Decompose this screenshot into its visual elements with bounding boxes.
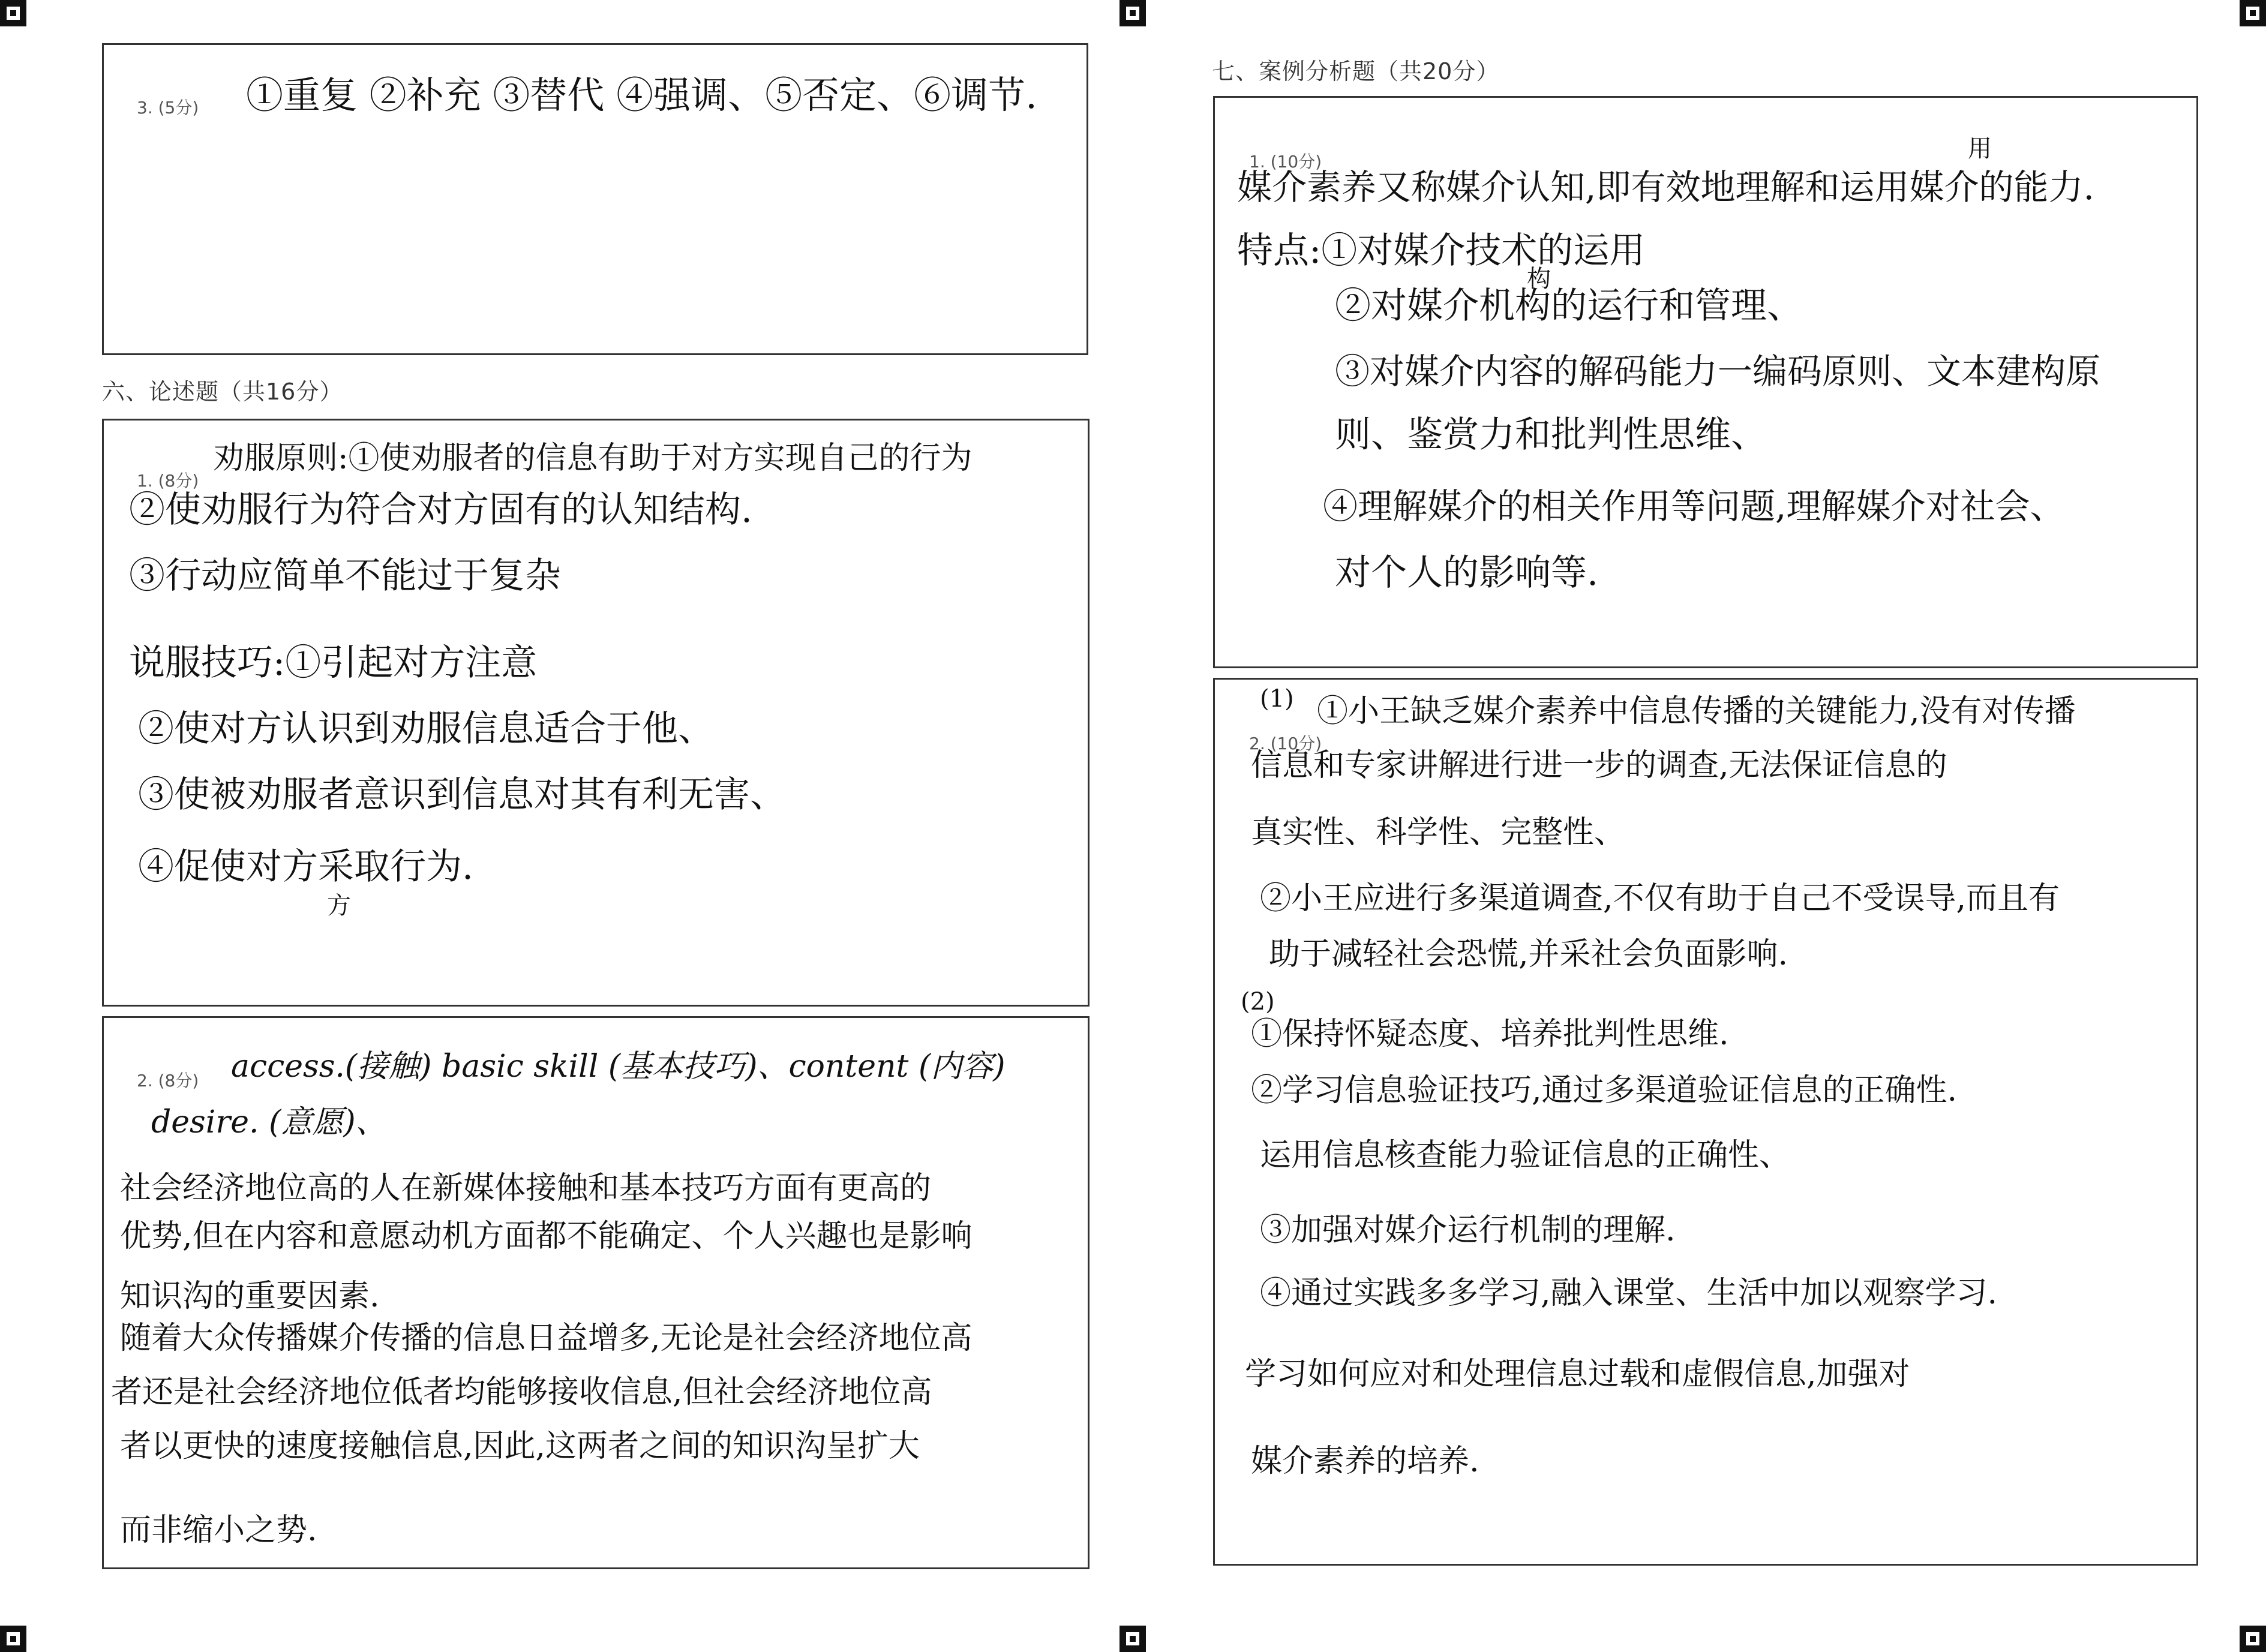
handwritten-insert-fang: 方: [327, 892, 351, 920]
handwritten-line-q7-1-7: 对个人的影响等.: [1335, 552, 1599, 594]
question-label-q6-1: 1. (8分): [137, 471, 199, 491]
handwritten-line-q7-1-1: 媒介素养又称媒介认知,即有效地理解和运用媒介的能力.: [1237, 167, 2094, 208]
handwritten-line-q6-1-7: ④促使对方采取行为.: [138, 846, 474, 888]
handwritten-line-q6-2-7: 而非缩小之势.: [120, 1512, 317, 1548]
question-label-q3: 3. (5分): [137, 98, 199, 118]
handwritten-line-q6-1-1: 劝服原则:①使劝服者的信息有助于对方实现自己的行为: [213, 440, 973, 476]
handwritten-line-q6-2-3: 知识沟的重要因素.: [120, 1278, 380, 1314]
handwritten-line-q6-2-4: 随着大众传播媒介传播的信息日益增多,无论是社会经济地位高: [120, 1320, 973, 1356]
handwritten-line-q7-2-1: ①小王缺乏媒介素养中信息传播的关键能力,没有对传播: [1317, 693, 2076, 729]
handwritten-line-q7-2-12: 媒介素养的培养.: [1251, 1443, 1479, 1479]
section-title-essay: 六、论述题（共16分）: [102, 379, 343, 405]
handwritten-line-q7-1-5: 则、鉴赏力和批判性思维、: [1335, 414, 1767, 456]
answer-box-q7-2: [1213, 678, 2198, 1566]
handwritten-line-q7-2-3: 真实性、科学性、完整性、: [1251, 815, 1626, 851]
registration-marker-top-right: [2240, 0, 2266, 26]
handwritten-line-q6-1-5: ②使对方认识到劝服信息适合于他、: [138, 708, 714, 750]
answer-text-q3: ①重复 ②补充 ③替代 ④强调、⑤否定、⑥调节.: [246, 73, 1037, 117]
handwritten-insert-gou: 构: [1527, 265, 1551, 293]
handwritten-line-q7-1-3: ②对媒介机构的运行和管理、: [1335, 285, 1803, 327]
question-label-q7-1: 1. (10分): [1249, 152, 1322, 172]
handwritten-insert-yong: 用: [1968, 135, 1992, 163]
handwritten-line-q6-1-4: 说服技巧:①引起对方注意: [129, 642, 538, 684]
handwritten-line-q6-2-b: desire. (意愿)、: [151, 1104, 387, 1140]
handwritten-line-q7-2-7: ②学习信息验证技巧,通过多渠道验证信息的正确性.: [1251, 1073, 1958, 1109]
handwritten-line-q6-2-2: 优势,但在内容和意愿动机方面都不能确定、个人兴趣也是影响: [120, 1218, 973, 1254]
handwritten-line-q7-2-10: ④通过实践多多学习,融入课堂、生活中加以观察学习.: [1260, 1275, 1998, 1311]
section-title-case-analysis: 七、案例分析题（共20分）: [1212, 58, 1500, 85]
handwritten-line-q7-1-2: 特点:①对媒介技术的运用: [1237, 230, 1646, 272]
registration-marker-bottom-left: [0, 1626, 26, 1652]
handwritten-marker-part-1: (1): [1260, 685, 1294, 713]
handwritten-line-q6-2-a: access.(接触) basic skill (基本技巧)、content (内容): [231, 1049, 1006, 1085]
handwritten-line-q7-2-11: 学习如何应对和处理信息过载和虚假信息,加强对: [1245, 1356, 1910, 1392]
handwritten-line-q6-1-2: ②使劝服行为符合对方固有的认知结构.: [129, 489, 753, 531]
handwritten-marker-part-2: (2): [1241, 988, 1275, 1016]
handwritten-line-q6-1-6: ③使被劝服者意识到信息对其有利无害、: [138, 774, 786, 816]
registration-marker-top-left: [0, 0, 26, 26]
handwritten-line-q6-2-1: 社会经济地位高的人在新媒体接触和基本技巧方面有更高的: [120, 1170, 932, 1206]
handwritten-line-q6-2-5: 者还是社会经济地位低者均能够接收信息,但社会经济地位高: [111, 1374, 932, 1410]
registration-marker-bottom-center: [1120, 1626, 1146, 1652]
registration-marker-top-center: [1120, 0, 1146, 26]
registration-marker-bottom-right: [2240, 1626, 2266, 1652]
handwritten-line-q7-2-6: ①保持怀疑态度、培养批判性思维.: [1251, 1016, 1729, 1052]
handwritten-line-q7-2-4: ②小王应进行多渠道调查,不仅有助于自己不受误导,而且有: [1260, 881, 2060, 917]
question-label-q7-2: 2. (10分): [1249, 734, 1322, 753]
handwritten-line-q6-1-3: ③行动应简单不能过于复杂: [129, 555, 561, 597]
question-label-q6-2: 2. (8分): [137, 1071, 199, 1091]
handwritten-line-q7-2-2: 信息和专家讲解进行进一步的调查,无法保证信息的: [1251, 747, 1947, 783]
handwritten-line-q7-2-8: 运用信息核查能力验证信息的正确性、: [1260, 1137, 1791, 1173]
handwritten-line-q6-2-6: 者以更快的速度接触信息,因此,这两者之间的知识沟呈扩大: [120, 1428, 920, 1464]
handwritten-line-q7-1-6: ④理解媒介的相关作用等问题,理解媒介对社会、: [1323, 486, 2065, 527]
handwritten-line-q7-2-5: 助于减轻社会恐慌,并采社会负面影响.: [1269, 936, 1788, 972]
handwritten-line-q7-2-9: ③加强对媒介运行机制的理解.: [1260, 1212, 1676, 1248]
handwritten-line-q7-1-4: ③对媒介内容的解码能力一编码原则、文本建构原: [1335, 351, 2101, 392]
